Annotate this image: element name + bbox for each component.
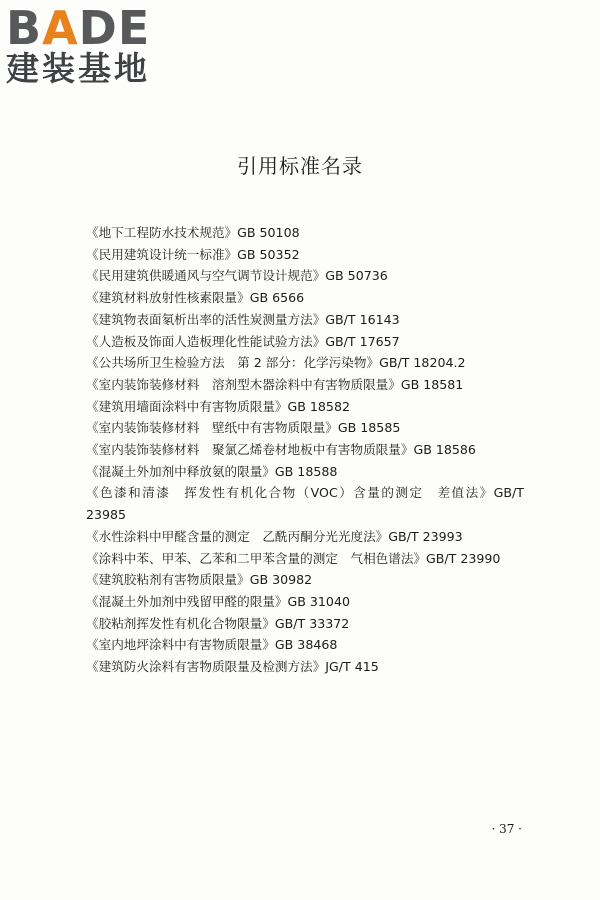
list-item: 《建筑用墙面涂料中有害物质限量》GB 18582 (86, 398, 350, 414)
list-item: 《民用建筑供暖通风与空气调节设计规范》GB 50736 (86, 268, 388, 284)
list-item: 《混凝土外加剂中残留甲醛的限量》GB 31040 (86, 593, 350, 609)
list-item: 《建筑防火涂料有害物质限量及检测方法》JG/T 415 (86, 659, 379, 675)
list-item: 《涂料中苯、甲苯、乙苯和二甲苯含量的测定 气相色谱法》GB/T 23990 (86, 550, 501, 566)
list-item: 《色漆和清漆 挥发性有机化合物（VOC）含量的测定 差值法》GB/T 23985 (86, 485, 524, 523)
list-item: 《混凝土外加剂中释放氨的限量》GB 18588 (86, 463, 338, 479)
page-number: · 37 · (491, 822, 522, 836)
reference-list (86, 222, 524, 678)
logo-accent-letter: A (42, 1, 79, 55)
list-item: 《建筑胶粘剂有害物质限量》GB 30982 (86, 572, 313, 588)
list-item: 《建筑物表面氡析出率的活性炭测量方法》GB/T 16143 (86, 311, 400, 327)
list-item: 《地下工程防水技术规范》GB 50108 (86, 225, 300, 240)
list-item: 《胶粘剂挥发性有机化合物限量》GB/T 33372 (86, 615, 350, 631)
list-item: 《室内地坪涂料中有害物质限量》GB 38468 (86, 637, 338, 653)
list-item: 《室内装饰装修材料 溶剂型木器涂料中有害物质限量》GB 18581 (86, 376, 464, 392)
bade-logo (6, 1, 176, 88)
logo-wordmark: BADE (6, 1, 151, 55)
list-item: 《室内装饰装修材料 聚氯乙烯卷材地板中有害物质限量》GB 18586 (86, 442, 476, 458)
list-item: 《建筑材料放射性核素限量》GB 6566 (86, 290, 305, 306)
logo-subtitle: 建装基地 (6, 49, 150, 88)
list-item: 《人造板及饰面人造板理化性能试验方法》GB/T 17657 (86, 333, 400, 349)
list-item: 《室内装饰装修材料 壁纸中有害物质限量》GB 18585 (86, 420, 401, 436)
list-item: 《水性涂料中甲醛含量的测定 乙酰丙酮分光光度法》GB/T 23993 (86, 528, 463, 544)
list-item: 《民用建筑设计统一标准》GB 50352 (86, 246, 300, 262)
list-item: 《公共场所卫生检验方法 第 2 部分：化学污染物》GB/T 18204.2 (86, 355, 466, 371)
page-title: 引用标准名录 (237, 154, 363, 178)
